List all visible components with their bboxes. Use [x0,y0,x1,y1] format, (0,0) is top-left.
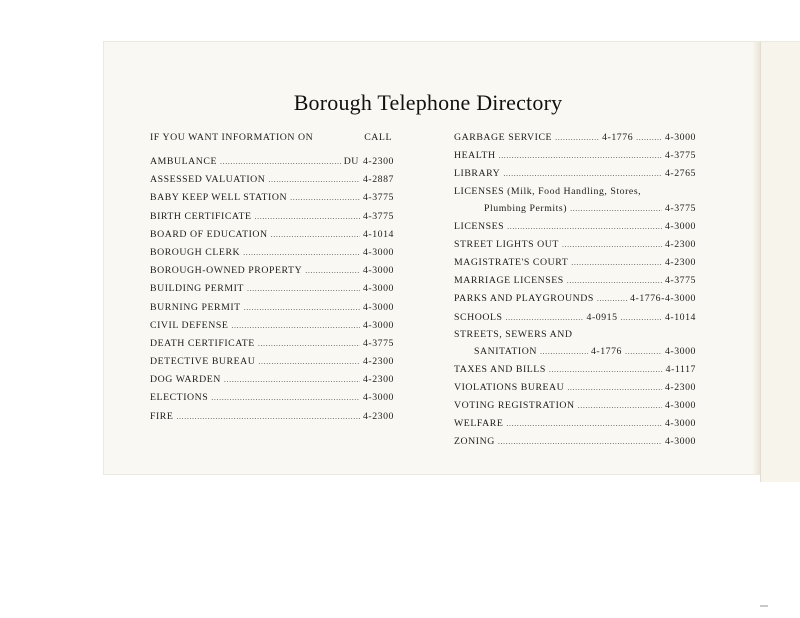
entry-number: 4-2300 [362,374,394,386]
entry-number: 4-2300 [362,356,394,368]
leader-dots [597,290,627,308]
page-fold [752,42,760,474]
entry-name: BABY KEEP WELL STATION [150,192,288,204]
leader-dots [224,371,360,389]
leader-dots [243,244,360,262]
directory-entry-birth-certificate [150,208,394,226]
entry-name: VIOLATIONS BUREAU [454,381,565,393]
directory-entry-licenses [454,218,696,236]
directory-entry-detective-bureau [150,353,394,371]
entry-name: TAXES AND BILLS [454,363,546,375]
leader-dots [305,262,360,280]
entry-number: 4-2300 [664,238,696,250]
directory-entry-elections [150,389,394,407]
entry-name: BUILDING PERMIT [150,283,244,295]
entry-name: BOROUGH-OWNED PROPERTY [150,265,303,277]
entry-name: MAGISTRATE'S COURT [454,256,569,268]
leader-dots [562,236,662,254]
directory-entry-streets-sewers-sanitation [454,327,696,361]
entry-number: 4-3000 [362,265,394,277]
directory-entry-civil-defense [150,317,394,335]
entry-name: ELECTIONS [150,392,209,404]
scan-mark [760,605,768,607]
directory-entry-baby-keep-well-station [150,189,394,207]
entry-name: MARRIAGE LICENSES [454,275,564,287]
leader-dots [621,309,662,327]
entry-name-line2-row [454,343,696,361]
next-page-edge [760,42,800,482]
leader-dots [506,309,584,327]
leader-dots [540,343,588,361]
entry-name: FIRE [150,410,174,422]
leader-dots [570,200,662,218]
leader-dots [220,153,341,171]
entry-name-line2: Plumbing Permits) [484,202,568,214]
entry-name: CIVIL DEFENSE [150,319,229,331]
entry-name: BOROUGH CLERK [150,246,241,258]
directory-entry-magistrates-court [454,254,696,272]
entry-number: 4-2300 [664,381,696,393]
directory-entry-licenses-detail [454,184,696,218]
leader-dots [571,254,662,272]
entry-name-line2: SANITATION [474,345,537,357]
leader-dots [290,189,360,207]
leader-dots [506,415,662,433]
directory-entry-assessed-valuation [150,171,394,189]
entry-name: BIRTH CERTIFICATE [150,210,252,222]
leader-dots [244,299,360,317]
entry-number: 4-3775 [664,150,696,162]
directory-entry-burning-permit [150,299,394,317]
column-header [150,129,394,147]
entry-exchange: DU [343,156,359,167]
directory-entry-taxes-and-bills [454,361,696,379]
leader-dots [258,335,360,353]
entry-number: 4-3775 [362,192,394,204]
entry-number: 4-3000 [362,392,394,404]
entry-name-line2-row [454,200,696,218]
header-info-label: IF YOU WANT INFORMATION ON [150,132,314,143]
leader-dots [258,353,360,371]
leader-dots [549,361,663,379]
directory-entry-board-of-education [150,226,394,244]
entry-number: 4-1014 [664,311,696,323]
leader-dots [176,408,360,426]
directory-entry-voting-registration [454,397,696,415]
page-title: Borough Telephone Directory [293,90,563,115]
entry-name: LICENSES [454,220,505,232]
entry-number: 4-1117 [665,363,696,375]
leader-dots [625,343,662,361]
directory-entry-welfare [454,415,696,433]
leader-dots [567,379,662,397]
entry-number: 4-3000 [362,319,394,331]
entry-name: STREET LIGHTS OUT [454,238,559,250]
entry-number: 4-3000 [362,301,394,313]
entry-name-line1: LICENSES (Milk, Food Handling, Stores, [454,185,642,197]
entry-number: 4-1014 [362,228,394,240]
entry-name: DOG WARDEN [150,374,221,386]
leader-dots [567,272,662,290]
entry-number: 4-2765 [664,168,696,180]
entry-name: BURNING PERMIT [150,301,241,313]
entry-name: HEALTH [454,150,496,162]
directory-entry-garbage-service [454,129,696,147]
entry-number: 4-3000 [664,418,696,430]
leader-dots [507,218,662,236]
leader-dots [231,317,360,335]
directory-entry-health [454,147,696,165]
entry-name: AMBULANCE [150,156,217,167]
entry-name: ZONING [454,436,495,448]
directory-entry-zoning [454,433,696,451]
header-call-label: CALL [364,132,392,143]
entry-number: 4-2300 [664,256,696,268]
entry-name: ASSESSED VALUATION [150,174,266,186]
entry-name: SCHOOLS [454,311,503,323]
directory-entry-death-certificate [150,335,394,353]
entry-number: 4-3775 [664,202,696,214]
directory-entry-fire [150,408,394,426]
entry-number: 4-2887 [362,174,394,186]
leader-dots [636,129,662,147]
entry-number: 4-2300 [362,410,394,422]
directory-entry-dog-warden [150,371,394,389]
entry-alt-number: 4-1776 [590,345,623,357]
entry-alt-number: 4-1776 [602,132,634,143]
leader-dots [211,389,360,407]
entry-alt-number: 4-0915 [586,311,618,323]
entry-name-line1: STREETS, SEWERS AND [454,328,573,340]
entry-number: 4-3000 [664,436,696,448]
directory-left-column [150,129,394,426]
entry-name: VOTING REGISTRATION [454,400,575,412]
directory-right-column [454,129,696,452]
leader-dots [503,165,662,183]
entry-number: 4-3000 [362,246,394,258]
directory-entry-borough-clerk [150,244,394,262]
entry-number: 4-3000 [664,400,696,412]
leader-dots [555,129,599,147]
directory-entry-marriage-licenses [454,272,696,290]
leader-dots [498,433,662,451]
leader-dots [499,147,662,165]
entry-number: 4-3000 [664,220,696,232]
entry-name: LIBRARY [454,168,501,180]
entry-number: 4-3775 [362,337,394,349]
leader-dots [268,171,360,189]
entry-name: WELFARE [454,418,504,430]
directory-entry-parks-and-playgrounds [454,290,696,308]
entry-number: 4-3000 [664,345,696,357]
directory-entry-schools [454,309,696,327]
entry-name: BOARD OF EDUCATION [150,228,268,240]
leader-dots [578,397,662,415]
entry-number: 4-1776-4-3000 [630,293,696,305]
entry-number: 4-3000 [664,132,696,143]
entry-name: GARBAGE SERVICE [454,132,553,143]
entry-name: PARKS AND PLAYGROUNDS [454,293,594,305]
entry-number: 4-2300 [362,156,394,167]
directory-entry-borough-owned-property [150,262,394,280]
directory-entry-building-permit [150,280,394,298]
leader-dots [271,226,360,244]
entry-number: 4-3775 [664,275,696,287]
directory-entry-street-lights-out [454,236,696,254]
directory-entry-ambulance [150,153,394,171]
entry-number: 4-3775 [362,210,394,222]
directory-entry-violations-bureau [454,379,696,397]
entry-number: 4-3000 [362,283,394,295]
leader-dots [255,208,360,226]
leader-dots [247,280,360,298]
entry-name: DEATH CERTIFICATE [150,337,255,349]
entry-name: DETECTIVE BUREAU [150,356,256,368]
directory-entry-library [454,165,696,183]
